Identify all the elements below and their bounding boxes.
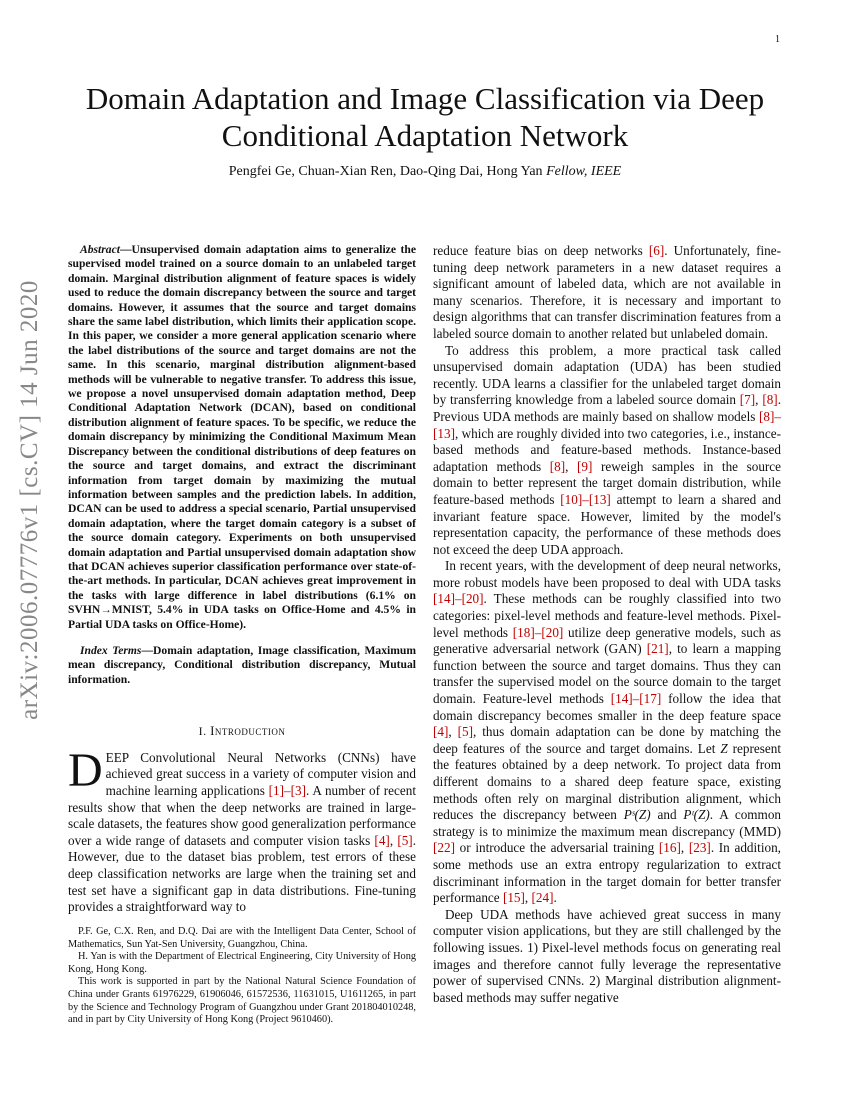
citation[interactable]: [22] <box>433 840 455 856</box>
paragraph <box>433 558 781 906</box>
section-numeral: I. <box>198 724 211 739</box>
citation[interactable]: [14]–[20] <box>433 591 484 607</box>
citation[interactable]: [23] <box>688 840 711 856</box>
text: . In addition, some methods use an extra entropy regularization to extract discriminant information in the target domain for better transfer performance <box>433 840 781 906</box>
footnote-affiliation-1: P.F. Ge, C.X. Ren, and D.Q. Dai are with the Intelligent Data Center, School of Mathematics, Sun Yat-Sen University, Guangzhou, China. <box>68 926 416 950</box>
text: utilize deep generative models, such as generative adversarial network (GAN) <box>433 624 781 657</box>
text: . <box>553 890 557 906</box>
citation[interactable]: [8] <box>549 458 566 474</box>
text: , thus domain adaptation can be done by matching the deep features of the source and target domains. Let <box>433 724 781 756</box>
citation[interactable]: [14]–[17] <box>610 691 662 707</box>
text: , <box>524 890 532 906</box>
page-number: 1 <box>775 34 780 45</box>
intro-paragraph <box>68 743 416 916</box>
footnote-funding: This work is supported in part by the National Natural Science Foundation of China under Grants 61976229, 61906046, 61572536, 11631015, U1611265, in part by the Science and Technology Program of Guangzhou under Grant 201804010248, and in part by City University of Hong Kong (Project 9610460). <box>68 976 416 1026</box>
citation[interactable]: [1]–[3] <box>268 782 306 798</box>
abstract <box>68 243 416 632</box>
text: . Previous UDA methods are mainly based on shallow models <box>433 392 781 424</box>
paragraph <box>433 343 781 559</box>
left-column <box>68 243 416 916</box>
text: , to learn a mapping function between the source and target domains. Thus they can transfer the supervised model on the source domain to the target domain. Feature-level methods <box>433 641 781 707</box>
math-symbol: Pᵗ(Z) <box>683 807 710 823</box>
intro-text-c: , <box>389 832 398 848</box>
intro-text-b: . A number of recent results show that when the deep networks are trained in large-scale datasets, the features show good generalization performance over a wide range of datasets and computer vision tasks <box>68 782 416 848</box>
text: , which are roughly divided into two categories, i.e., instance-based methods and feature-based methods. Instance-based adaptation methods <box>433 425 781 474</box>
index-terms <box>68 644 416 687</box>
text: represent the features obtained by a deep network. To project data from different domains to a shared deep feature space, existing methods often rely on marginal distribution alignment, which reduces the discrepancy between <box>433 740 781 823</box>
text: In recent years, with the development of deep neural networks, more robust models have been proposed to deal with UDA tasks <box>433 558 781 590</box>
arxiv-stamp: arXiv:2006.07776v1 [cs.CV] 14 Jun 2020 <box>16 280 43 720</box>
citation[interactable]: [5] <box>397 832 413 848</box>
author-list <box>60 164 790 180</box>
math-symbol: Pˢ(Z) <box>623 807 651 823</box>
abstract-text: —Unsupervised domain adaptation aims to generalize the supervised model trained on a source domain to an unlabeled target domain. Marginal distribution alignment of feature spaces is widely used to reduce the domain discrepancy between the source and target domains. However, it assumes that the source and target domains share the same label distribution, which limits their application scope. In this paper, we consider a more general application scenario where the label distributions of the source and target domains are not the same. In this scenario, marginal distribution alignment-based methods will be vulnerable to negative transfer. To address this issue, we propose a novel unsupervised domain adaptation method, Deep Conditional Adaptation Network (DCAN), based on conditional distribution alignment of feature spaces. To be specific, we reduce the domain discrepancy by minimizing the Conditional Maximum Mean Discrepancy between the conditional distributions of deep features on the source and target domains, and extract the discriminant information from target domain by maximizing the mutual information between samples and the prediction labels. In addition, DCAN can be used to address a special scenario, Partial unsupervised domain adaptation, where the target domain category is a subset of the source domain category. Experiments on both unsupervised domain adaptation and Partial unsupervised domain adaptation show that DCAN achieves superior classification performance over state-of-the-art methods. In particular, DCAN achieves great improvement in the tasks with large difference in label distributions (6.1% on SVHN→MNIST, 5.4% in UDA tasks on Office-Home and 4.5% in Partial UDA tasks on Office-Home). <box>68 243 416 631</box>
citation[interactable]: [4] <box>433 724 449 740</box>
index-terms-text: —Domain adaptation, Image classification, Maximum mean discrepancy, Conditional distribution discrepancy, Mutual information. <box>68 643 416 686</box>
citation[interactable]: [24] <box>531 890 554 906</box>
text: To address this problem, a more practical task called unsupervised domain adaptation (UDA) has been studied recently. UDA learns a classifier for the unlabeled target domain by transferring knowledge from a labeled source domain <box>433 342 781 408</box>
citation[interactable]: [9] <box>577 458 593 474</box>
paragraph <box>433 243 781 343</box>
text: . These methods can be roughly classified into two categories: pixel-level methods and feature-level methods. Pixel-level methods <box>433 591 781 640</box>
text: . A common strategy is to minimize the maximum mean discrepancy (MMD) <box>433 807 782 839</box>
text: Deep UDA methods have achieved great success in many computer vision applications, but they are still challenged by the following issues. 1) Pixel-level methods focus on generating real images and therefore cannot fully leverage the representative power of supervised CNNs. 2) Marginal distribution alignment-based methods may suffer negative <box>433 906 781 1005</box>
right-column <box>433 243 781 1006</box>
dropcap: D <box>68 743 103 797</box>
author-fellow: Fellow, IEEE <box>546 164 622 179</box>
citation[interactable]: [4] <box>374 832 390 848</box>
citation[interactable]: [8] <box>762 392 778 408</box>
math-symbol: Z <box>720 740 728 756</box>
footnote-affiliation-2: H. Yan is with the Department of Electrical Engineering, City University of Hong Kong, Hong Kong. <box>68 951 416 975</box>
paper-title: Domain Adaptation and Image Classification via Deep Conditional Adaptation Network <box>85 81 765 153</box>
text: reduce feature bias on deep networks <box>433 243 649 258</box>
section-heading-introduction <box>68 723 416 740</box>
citation[interactable]: [16] <box>658 840 681 856</box>
citation[interactable]: [15] <box>502 890 525 906</box>
author-names: Pengfei Ge, Chuan-Xian Ren, Dao-Qing Dai, Hong Yan <box>228 164 543 179</box>
text: . Unfortunately, fine-tuning deep network parameters in a new dataset requires a significant amount of labeled data, which are not available in many scenarios. Therefore, it is necessary and important to design algorithms that can transfer discrimination features from a labeled source domain to another related but unlabeled domain. <box>433 243 781 341</box>
text: attempt to learn a shared and invariant feature space. However, limited by the model's representation capacity, the performance of these methods does not exceed the deep UDA approach. <box>433 491 781 557</box>
text: and <box>650 807 684 823</box>
intro-text-d: . However, due to the dataset bias problem, test errors of these deep classification networks are large when the training set and test set have a significant gap in data distributions. Fine-tuning provides a straightforward way to <box>68 832 416 915</box>
text: , <box>680 840 689 856</box>
paragraph <box>433 907 781 1007</box>
text: follow the idea that domain discrepancy becomes smaller in the deep feature space <box>433 691 781 723</box>
citation[interactable]: [18]–[20] <box>512 624 564 640</box>
citation[interactable]: [6] <box>648 243 665 258</box>
section-title: Introduction <box>210 723 286 739</box>
index-terms-lead: Index Terms <box>80 643 142 657</box>
footnotes <box>68 926 416 1027</box>
citation[interactable]: [10]–[13] <box>560 491 611 507</box>
text: , <box>448 724 458 740</box>
abstract-lead: Abstract <box>80 243 120 256</box>
text: , <box>755 392 763 408</box>
citation[interactable]: [21] <box>646 641 669 657</box>
intro-text-a: EEP Convolutional Neural Networks (CNNs) have achieved great success in a variety of computer vision and machine learning applications <box>105 749 416 798</box>
text: , <box>565 458 578 474</box>
citation[interactable]: [8]–[13] <box>433 408 781 441</box>
text: or introduce the adversarial training <box>454 840 659 856</box>
citation[interactable]: [7] <box>739 392 756 408</box>
text: reweigh samples in the source domain to better represent the target domain distribution, while feature-based methods <box>433 458 782 507</box>
citation[interactable]: [5] <box>457 724 474 740</box>
